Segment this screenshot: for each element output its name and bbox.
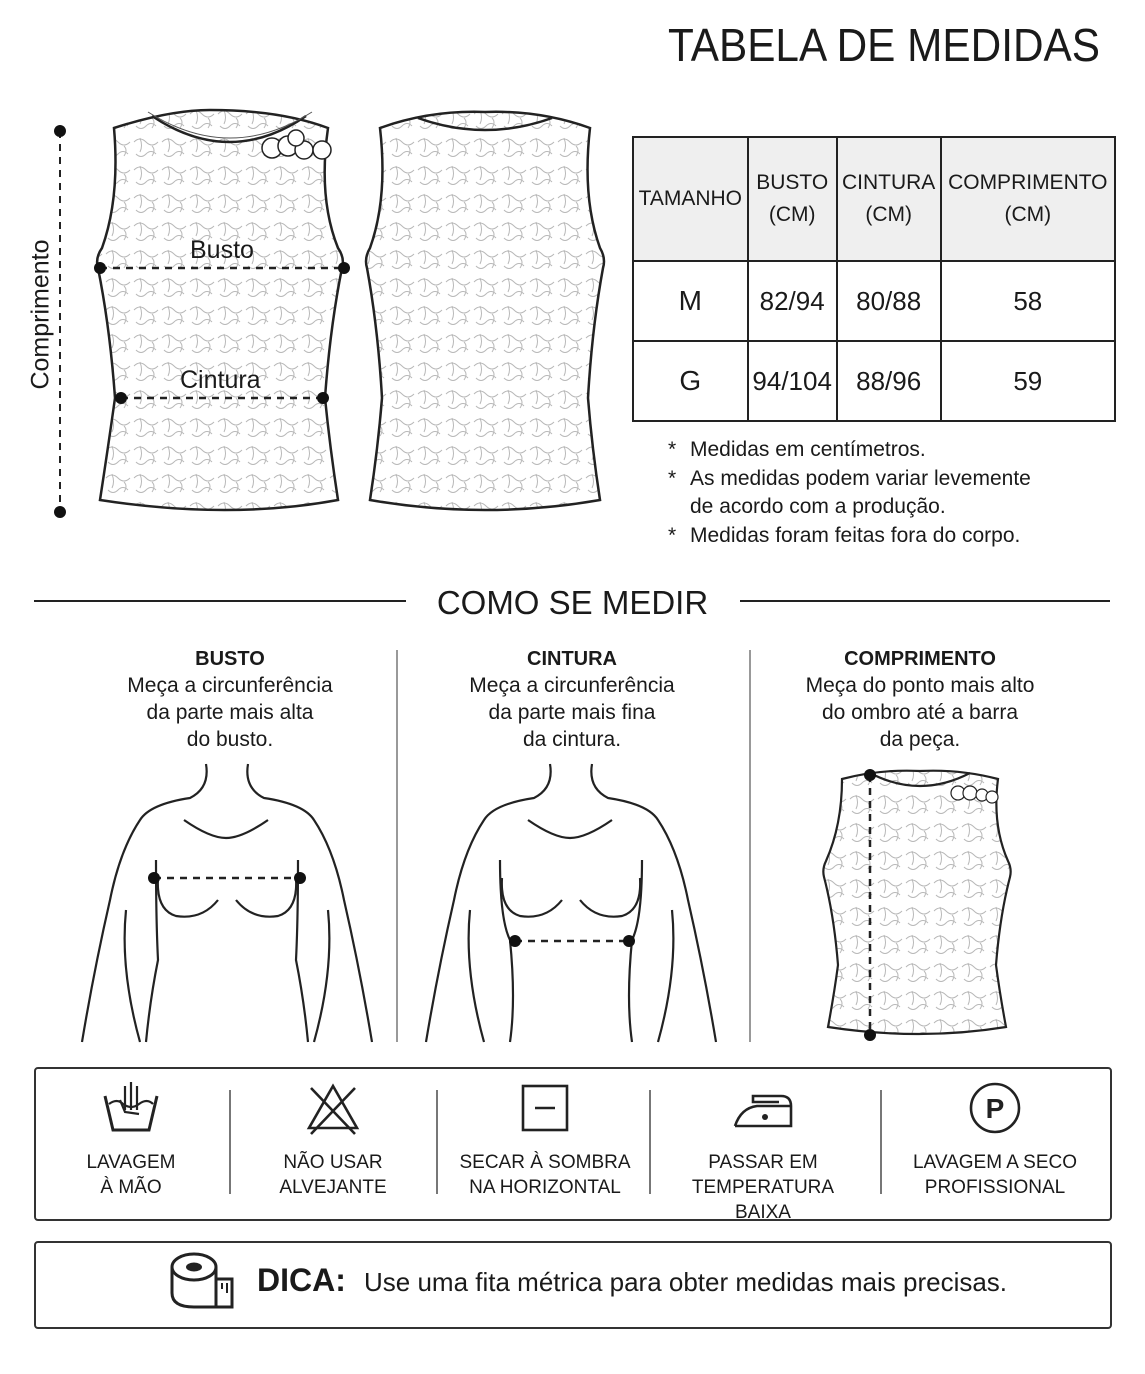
column-header-size: TAMANHO	[633, 137, 748, 261]
size-cell: M	[633, 261, 748, 341]
divider	[740, 600, 1110, 602]
dry-clean-p-icon	[965, 1080, 1025, 1136]
divider	[34, 600, 406, 602]
back-shirt-outline	[366, 112, 604, 510]
table-header-row	[633, 137, 1115, 261]
tip-label: DICA:	[257, 1262, 346, 1298]
table-row	[633, 341, 1115, 421]
dry-flat-shade-icon	[515, 1080, 575, 1136]
column-heading: COMPRIMENTO	[844, 648, 996, 670]
note-item: * Medidas em centímetros.	[668, 438, 926, 461]
bust-body-illustration	[80, 760, 380, 1045]
dry-clean-symbol: P	[985, 1093, 1005, 1124]
column-header-bust: BUSTO (CM)	[748, 137, 837, 261]
length-shirt-illustration	[820, 765, 1030, 1045]
iron-low-icon	[731, 1080, 795, 1136]
hand-wash-icon	[101, 1080, 161, 1136]
care-divider	[229, 1090, 231, 1194]
front-shirt-outline	[97, 110, 343, 510]
column-heading: CINTURA	[527, 648, 617, 670]
length-cell: 58	[941, 261, 1115, 341]
length-label: Comprimento	[26, 239, 55, 390]
column-header-waist: CINTURA (CM)	[837, 137, 941, 261]
waist-body-illustration	[424, 760, 724, 1045]
size-cell: G	[633, 341, 748, 421]
care-divider	[436, 1090, 438, 1194]
waist-cell: 80/88	[837, 261, 941, 341]
column-divider	[396, 650, 398, 1042]
back-shirt-diagram	[360, 108, 610, 528]
bust-label: Busto	[190, 236, 254, 264]
measure-column-length: COMPRIMENTO Meça do ponto mais alto do ombro até a barra da peça.	[770, 646, 1070, 753]
bust-cell: 94/104	[748, 341, 837, 421]
waist-label: Cintura	[180, 366, 261, 394]
measuring-tape-icon	[166, 1247, 238, 1313]
column-header-length: COMPRIMENTO (CM)	[941, 137, 1115, 261]
size-table	[632, 136, 1116, 422]
front-shirt-diagram	[20, 108, 360, 528]
no-bleach-icon	[303, 1080, 363, 1136]
table-row	[633, 261, 1115, 341]
section-title: COMO SE MEDIR	[436, 584, 709, 621]
measure-column-waist: CINTURA Meça a circunferência da parte mais fina da cintura.	[442, 646, 702, 753]
tip-text: Use uma fita métrica para obter medidas mais precisas.	[364, 1267, 1008, 1297]
waist-cell: 88/96	[837, 341, 941, 421]
length-cell: 59	[941, 341, 1115, 421]
column-heading: BUSTO	[195, 648, 265, 670]
care-divider	[649, 1090, 651, 1194]
note-item: * As medidas podem variar levemente de acordo com a produção.	[668, 466, 1031, 518]
page-title: TABELA DE MEDIDAS	[668, 19, 1100, 71]
care-divider	[880, 1090, 882, 1194]
column-divider	[749, 650, 751, 1042]
bust-cell: 82/94	[748, 261, 837, 341]
note-item: * Medidas foram feitas fora do corpo.	[668, 523, 1021, 547]
how-to-measure-header	[0, 580, 1145, 630]
notes-list	[668, 436, 1128, 550]
measure-column-bust: BUSTO Meça a circunferência da parte mais alta do busto.	[100, 646, 360, 753]
